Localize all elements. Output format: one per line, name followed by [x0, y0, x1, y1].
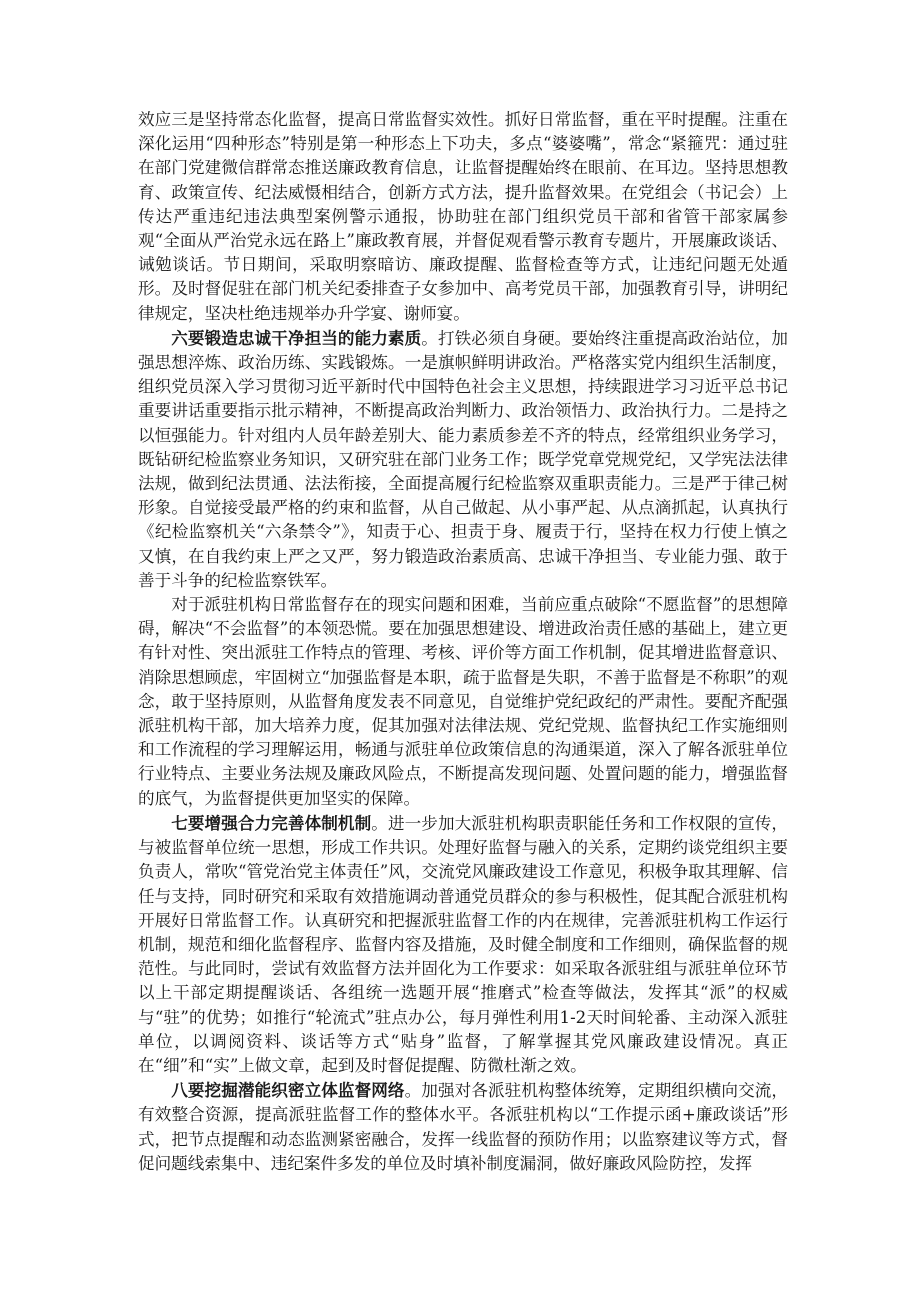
- paragraph-4-text: 。进一步加大派驻机构职责职能任务和工作权限的宣传，与被监督单位统一思想，形成工作共识。处理好监督与融入的关系，定期约谈党组织主要负责人，常吹“管党治党主体责任”风，交流党风廉政建设工作意见，积极争取其理解、信任与支持，同时研究和采取有效措施调动普通党员群众的参与积极性，促其配合派驻机构开展好日常监督工作。认真研究和把握派驻监督工作的内在规律，完善派驻机构工作运行机制，规范和细化监督程序、监督内容及措施，及时健全制度和工作细则，确保监督的规范性。与此同时，尝试有效监督方法并固化为工作要求：如采取各派驻组与派驻单位环节以上干部定期提醒谈话、各组统一选题开展“推磨式”检查等做法，发挥其“派”的权威与“驻”的优势；如推行“轮流式”驻点办公，每月弹性利用1-2天时间轮番、主动深入派驻单位，以调阅资料、谈话等方式“贴身”监督，了解掌握其党风廉政建设情况。真正在“细”和“实”上做文章，起到及时督促提醒、防微杜渐之效。: [138, 813, 789, 1075]
- document-page: [138, 108, 788, 1176]
- section-heading-6: 六要锻造忠诚干净担当的能力素质: [171, 327, 422, 348]
- paragraph-5: [138, 1078, 788, 1176]
- paragraph-1-text: 效应三是坚持常态化监督，提高日常监督实效性。抓好日常监督，重在平时提醒。注重在深化运用“四种形态”特别是第一种形态上下功夫，多点“婆婆嘴”，常念“紧箍咒：通过驻在部门党建微信群常态推送廉政教育信息，让监督提醒始终在眼前、在耳边。坚持思想教育、政策宣传、纪法威慑相结合，创新方式方法，提升监督效果。在党组会（书记会）上传达严重违纪违法典型案例警示通报，协助驻在部门组织党员干部和省管干部家属参观“全面从严治党永远在路上”廉政教育展，并督促观看警示教育专题片，开展廉政谈话、诫勉谈话。节日期间，采取明察暗访、廉政提醒、监督检查等方式，让违纪问题无处遁形。及时督促驻在部门机关纪委排查子女参加中、高考党员干部，加强教育引导，讲明纪律规定，坚决杜绝违规举办升学宴、谢师宴。: [138, 110, 788, 323]
- paragraph-3-text: 对于派驻机构日常监督存在的现实问题和困难，当前应重点破除“不愿监督”的思想障碍，解决“不会监督”的本领恐慌。要在加强思想建设、增进政治责任感的基础上，建立更有针对性、突出派驻工作特点的管理、考核、评价等方面工作机制，促其增进监督意识、消除思想顾虑，牢固树立“加强监督是本职，疏于监督是失职，不善于监督是不称职”的观念，敢于坚持原则，从监督角度发表不同意见，自觉维护党纪政纪的严肃性。要配齐配强派驻机构干部，加大培养力度，促其加强对法律法规、党纪党规、监督执纪工作实施细则和工作流程的学习理解运用，畅通与派驻单位政策信息的沟通渠道，深入了解各派驻单位行业特点、主要业务法规及廉政风险点，不断提高发现问题、处置问题的能力，增强监督的底气，为监督提供更加坚实的保障。: [138, 595, 788, 808]
- paragraph-1: [138, 108, 788, 326]
- paragraph-3: [138, 593, 788, 811]
- paragraph-2-text: 。打铁必须自身硬。要始终注重提高政治站位，加强思想淬炼、政治历练、实践锻炼。一是旗帜鲜明讲政治。严格落实党内组织生活制度，组织党员深入学习贯彻习近平新时代中国特色社会主义思想，持续跟进学习习近平总书记重要讲话重要指示批示精神，不断提高政治判断力、政治领悟力、政治执行力。二是持之以恒强能力。针对组内人员年龄差别大、能力素质参差不齐的特点，经常组织业务学习，既钻研纪检监察业务知识，又研究驻在部门业务工作；既学党章党规党纪，又学宪法法律法规，做到纪法贯通、法法衔接，全面提高履行纪检监察双重职责能力。三是严于律己树形象。自觉接受最严格的约束和监督，从自己做起、从小事严起、从点滴抓起，认真执行《纪检监察机关“六条禁令”》，知责于心、担责于身、履责于行，坚持在权力行使上慎之又慎，在自我约束上严之又严，努力锻造政治素质高、忠诚干净担当、专业能力强、敢于善于斗争的纪检监察铁军。: [138, 328, 789, 590]
- section-heading-8: 八要挖掘潜能织密立体监督网络: [171, 1080, 405, 1101]
- paragraph-5-text: 。加强对各派驻机构整体统筹，定期组织横向交流，有效整合资源，提高派驻监督工作的整体水平。各派驻机构以“工作提示函+廉政谈话”形式，把节点提醒和动态监测紧密融合，发挥一线监督的预防作用；以监察建议等方式，督促问题线索集中、违纪案件多发的单位及时填补制度漏洞，做好廉政风险防控，发挥: [138, 1081, 789, 1173]
- paragraph-2: [138, 326, 788, 593]
- section-heading-7: 七要增强合力完善体制机制: [171, 812, 372, 833]
- paragraph-4: [138, 811, 788, 1078]
